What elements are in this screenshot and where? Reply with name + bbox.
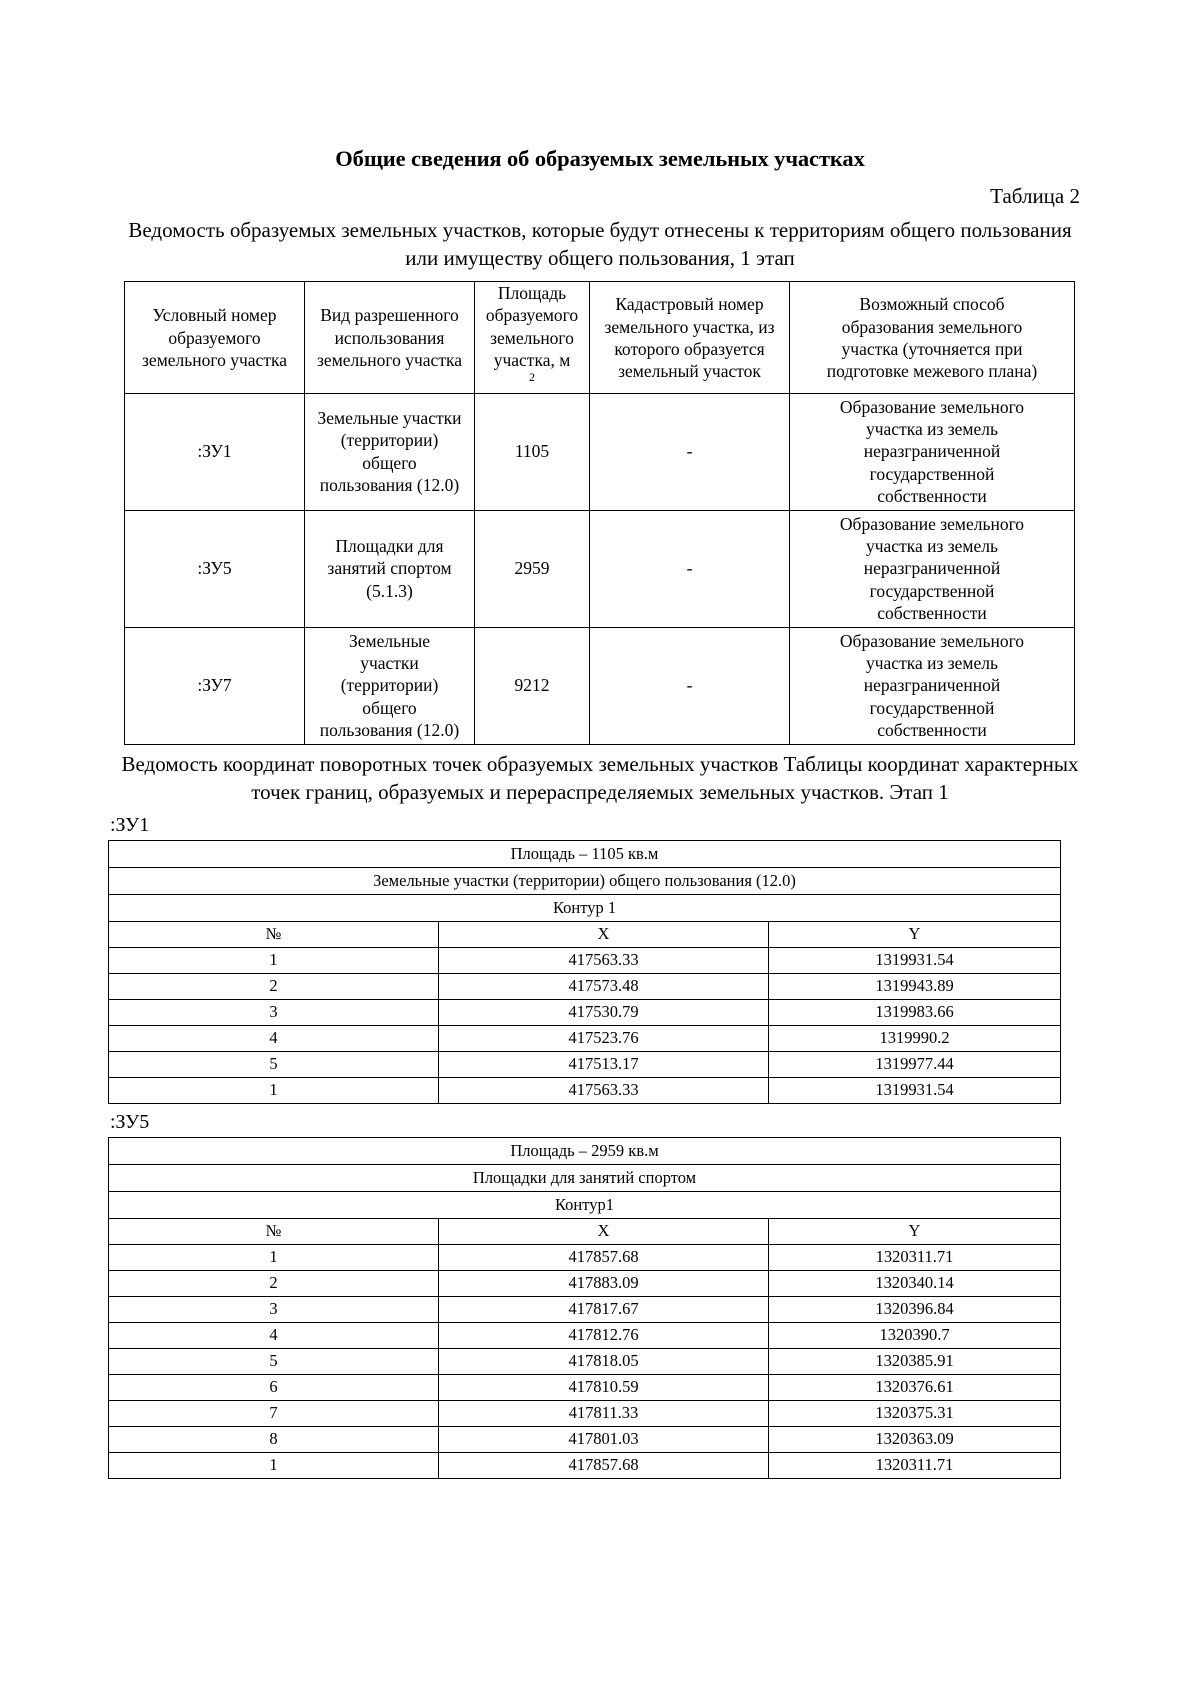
- table-row: [125, 393, 1075, 510]
- intro-paragraph: [0, 209, 1200, 272]
- header-line: земельного: [490, 327, 574, 348]
- coord-n: 1: [109, 1244, 439, 1270]
- coord-row: [109, 1374, 1061, 1400]
- cell-area: 2959: [475, 510, 590, 627]
- header-line: образования земельного: [841, 316, 1023, 337]
- coord-x: 417817.67: [439, 1296, 769, 1322]
- header-lines: [790, 293, 1074, 381]
- coord-row: [109, 1322, 1061, 1348]
- coord-table-label-zu1: :ЗУ1: [110, 813, 150, 836]
- cell-permitted-use: [305, 510, 475, 627]
- header-lines: [125, 304, 304, 370]
- header-cell-area: [475, 282, 590, 393]
- cell-cadastral-number: -: [590, 510, 790, 627]
- cell-line: собственности: [877, 603, 987, 624]
- cell-line: государственной: [869, 580, 995, 601]
- header-lines: [305, 304, 474, 370]
- coord-header-row: [109, 1218, 1061, 1244]
- cell-line: неразграниченной: [863, 675, 1001, 696]
- cell-line: государственной: [869, 697, 995, 718]
- header-cell-cadastral-number: [590, 282, 790, 393]
- general-info-table: [124, 281, 1075, 744]
- cell-line: неразграниченной: [863, 558, 1001, 579]
- header-cell-conditional-number: [125, 282, 305, 393]
- header-line: земельный участок: [618, 360, 761, 381]
- coord-area-row: [109, 840, 1061, 867]
- header-line: Возможный способ: [859, 294, 1005, 315]
- coord-use-row: [109, 1164, 1061, 1191]
- coord-row: [109, 1077, 1061, 1103]
- table-row: [125, 627, 1075, 744]
- cell-line: Образование земельного: [839, 513, 1025, 534]
- coord-area-line: Площадь – 2959 кв.м: [109, 1137, 1061, 1164]
- cell-line: участка из земель: [865, 419, 998, 440]
- mid-line-2: Таблицы координат характерных точек границ, образуемых и перераспределяемых: [251, 751, 1079, 804]
- header-lines: [475, 282, 589, 392]
- coord-n: 7: [109, 1400, 439, 1426]
- cell-cadastral-number: -: [590, 627, 790, 744]
- coord-n: 3: [109, 999, 439, 1025]
- coord-x: 417818.05: [439, 1348, 769, 1374]
- coord-header-x: X: [439, 1218, 769, 1244]
- cell-line: общего: [362, 452, 417, 473]
- mid-paragraph: [0, 745, 1200, 807]
- coord-n: 4: [109, 1025, 439, 1051]
- mid-line-3: земельных участков. Этап 1: [699, 779, 949, 804]
- cell-area: 9212: [475, 627, 590, 744]
- coord-header-n: №: [109, 921, 439, 947]
- cell-formation-method: [790, 393, 1075, 510]
- cell-permitted-use: [305, 393, 475, 510]
- table-number-label: Таблица 2: [990, 184, 1080, 208]
- intro-line-1: Ведомость образуемых земельных участков, которые будут отнесены к: [128, 218, 765, 242]
- coord-x: 417563.33: [439, 947, 769, 973]
- coord-x: 417513.17: [439, 1051, 769, 1077]
- coord-row: [109, 1426, 1061, 1452]
- coord-x: 417811.33: [439, 1400, 769, 1426]
- coord-y: 1320311.71: [769, 1244, 1061, 1270]
- cell-line: Земельные участки: [317, 407, 462, 428]
- table-header: [125, 282, 1075, 393]
- coord-row: [109, 947, 1061, 973]
- coord-y: 1320390.7: [769, 1322, 1061, 1348]
- coord-n: 8: [109, 1426, 439, 1452]
- header-line: земельного участка: [317, 349, 462, 370]
- coord-y: 1319931.54: [769, 1077, 1061, 1103]
- coord-y: 1319990.2: [769, 1025, 1061, 1051]
- coord-n: 4: [109, 1322, 439, 1348]
- header-cell-formation-method: [790, 282, 1075, 393]
- header-line-text: участка, м: [493, 349, 571, 370]
- coord-row: [109, 1400, 1061, 1426]
- coord-row: [109, 1348, 1061, 1374]
- coord-header-x: X: [439, 921, 769, 947]
- coord-n: 1: [109, 1077, 439, 1103]
- cell-cadastral-number: -: [590, 393, 790, 510]
- header-line: Кадастровый номер: [615, 294, 764, 315]
- coord-x: 417530.79: [439, 999, 769, 1025]
- cell-line: неразграниченной: [863, 441, 1001, 462]
- header-lines: [590, 293, 789, 381]
- coord-y: 1319943.89: [769, 973, 1061, 999]
- header-line: Вид разрешенного: [320, 305, 459, 326]
- coord-header-n: №: [109, 1218, 439, 1244]
- coord-row: [109, 1051, 1061, 1077]
- coord-n: 3: [109, 1296, 439, 1322]
- coord-row: [109, 1452, 1061, 1478]
- cell-line: государственной: [869, 463, 995, 484]
- coordinates-table-zu5: [108, 1137, 1061, 1479]
- cell-line: (территории): [340, 430, 439, 451]
- cell-plot-number: :ЗУ1: [125, 393, 305, 510]
- coord-row: [109, 1270, 1061, 1296]
- cell-line: Земельные: [349, 630, 430, 651]
- header-line: земельного участка: [142, 349, 287, 370]
- coord-header-y: Y: [769, 1218, 1061, 1244]
- coord-x: 417812.76: [439, 1322, 769, 1348]
- coord-y: 1320376.61: [769, 1374, 1061, 1400]
- coord-y: 1319983.66: [769, 999, 1061, 1025]
- cell-line: собственности: [877, 486, 987, 507]
- coordinates-table-zu1: [108, 840, 1061, 1104]
- cell-plot-number: :ЗУ5: [125, 510, 305, 627]
- header-line: образуемого: [485, 305, 579, 326]
- cell-lines: [307, 407, 472, 497]
- coord-n: 2: [109, 1270, 439, 1296]
- superscript-two: 2: [529, 369, 535, 384]
- cell-permitted-use: [305, 627, 475, 744]
- cell-plot-number: :ЗУ7: [125, 627, 305, 744]
- header-line: которого образуется: [614, 338, 765, 359]
- cell-line: (территории): [340, 675, 439, 696]
- coord-n: 1: [109, 1452, 439, 1478]
- coord-y: 1320363.09: [769, 1426, 1061, 1452]
- header-line: Площадь: [497, 283, 567, 304]
- coord-contour-row: [109, 1191, 1061, 1218]
- coord-n: 1: [109, 947, 439, 973]
- coord-y: 1319977.44: [769, 1051, 1061, 1077]
- coord-use-line: Земельные участки (территории) общего пользования (12.0): [109, 867, 1061, 894]
- coord-x: 417563.33: [439, 1077, 769, 1103]
- coord-row: [109, 1025, 1061, 1051]
- mid-line-1: Ведомость координат поворотных точек образуемых земельных участков: [121, 751, 779, 776]
- coord-row: [109, 999, 1061, 1025]
- cell-lines: [792, 630, 1072, 742]
- cell-line: Площадки для: [335, 536, 444, 557]
- header-cell-permitted-use: [305, 282, 475, 393]
- cell-line: участка из земель: [865, 536, 998, 557]
- coord-n: 5: [109, 1348, 439, 1374]
- header-line-area-units: [475, 349, 589, 393]
- table-header-row: [125, 282, 1075, 393]
- cell-line: (5.1.3): [366, 580, 413, 601]
- page-title: Общие сведения об образуемых земельных участках: [335, 146, 865, 171]
- coord-row: [109, 1244, 1061, 1270]
- coord-area-row: [109, 1137, 1061, 1164]
- table-row: [125, 510, 1075, 627]
- coord-row: [109, 973, 1061, 999]
- coord-x: 417801.03: [439, 1426, 769, 1452]
- coord-x: 417883.09: [439, 1270, 769, 1296]
- coord-area-line: Площадь – 1105 кв.м: [109, 840, 1061, 867]
- header-line: образуемого: [168, 327, 261, 348]
- coord-n: 5: [109, 1051, 439, 1077]
- cell-formation-method: [790, 510, 1075, 627]
- coord-header-y: Y: [769, 921, 1061, 947]
- coord-n: 6: [109, 1374, 439, 1400]
- cell-line: собственности: [877, 720, 987, 741]
- coord-x: 417857.68: [439, 1452, 769, 1478]
- coord-contour-row: [109, 894, 1061, 921]
- cell-line: участки: [360, 653, 419, 674]
- coord-y: 1320375.31: [769, 1400, 1061, 1426]
- intro-line-2: территориям общего пользования или имуществу общего пользования, 1 этап: [405, 218, 1072, 270]
- coord-x: 417857.68: [439, 1244, 769, 1270]
- coord-y: 1320385.91: [769, 1348, 1061, 1374]
- cell-lines: [792, 396, 1072, 508]
- header-line: использования: [334, 327, 445, 348]
- coord-use-row: [109, 867, 1061, 894]
- cell-line: занятий спортом: [327, 558, 452, 579]
- coord-x: 417810.59: [439, 1374, 769, 1400]
- cell-lines: [792, 513, 1072, 625]
- cell-formation-method: [790, 627, 1075, 744]
- cell-line: общего: [362, 697, 417, 718]
- cell-area: 1105: [475, 393, 590, 510]
- table-body: [125, 393, 1075, 744]
- cell-line: Образование земельного: [839, 396, 1025, 417]
- coord-table-label-zu5: :ЗУ5: [110, 1110, 150, 1133]
- coord-y: 1319931.54: [769, 947, 1061, 973]
- cell-lines: [307, 535, 472, 602]
- coord-contour-line: Контур 1: [109, 894, 1061, 921]
- header-line: подготовке межевого плана): [826, 360, 1038, 381]
- coord-y: 1320340.14: [769, 1270, 1061, 1296]
- coord-contour-line: Контур1: [109, 1191, 1061, 1218]
- coord-y: 1320311.71: [769, 1452, 1061, 1478]
- coord-x: 417523.76: [439, 1025, 769, 1051]
- cell-lines: [307, 630, 472, 742]
- coord-x: 417573.48: [439, 973, 769, 999]
- cell-line: пользования (12.0): [319, 475, 460, 496]
- cell-line: пользования (12.0): [319, 720, 460, 741]
- header-line: Условный номер: [152, 305, 277, 326]
- coord-n: 2: [109, 973, 439, 999]
- cell-line: Образование земельного: [839, 630, 1025, 651]
- cell-line: участка из земель: [865, 653, 998, 674]
- header-line: участка (уточняется при: [841, 338, 1023, 359]
- coord-header-row: [109, 921, 1061, 947]
- coord-row: [109, 1296, 1061, 1322]
- header-line: земельного участка, из: [604, 316, 775, 337]
- coord-y: 1320396.84: [769, 1296, 1061, 1322]
- coord-use-line: Площадки для занятий спортом: [109, 1164, 1061, 1191]
